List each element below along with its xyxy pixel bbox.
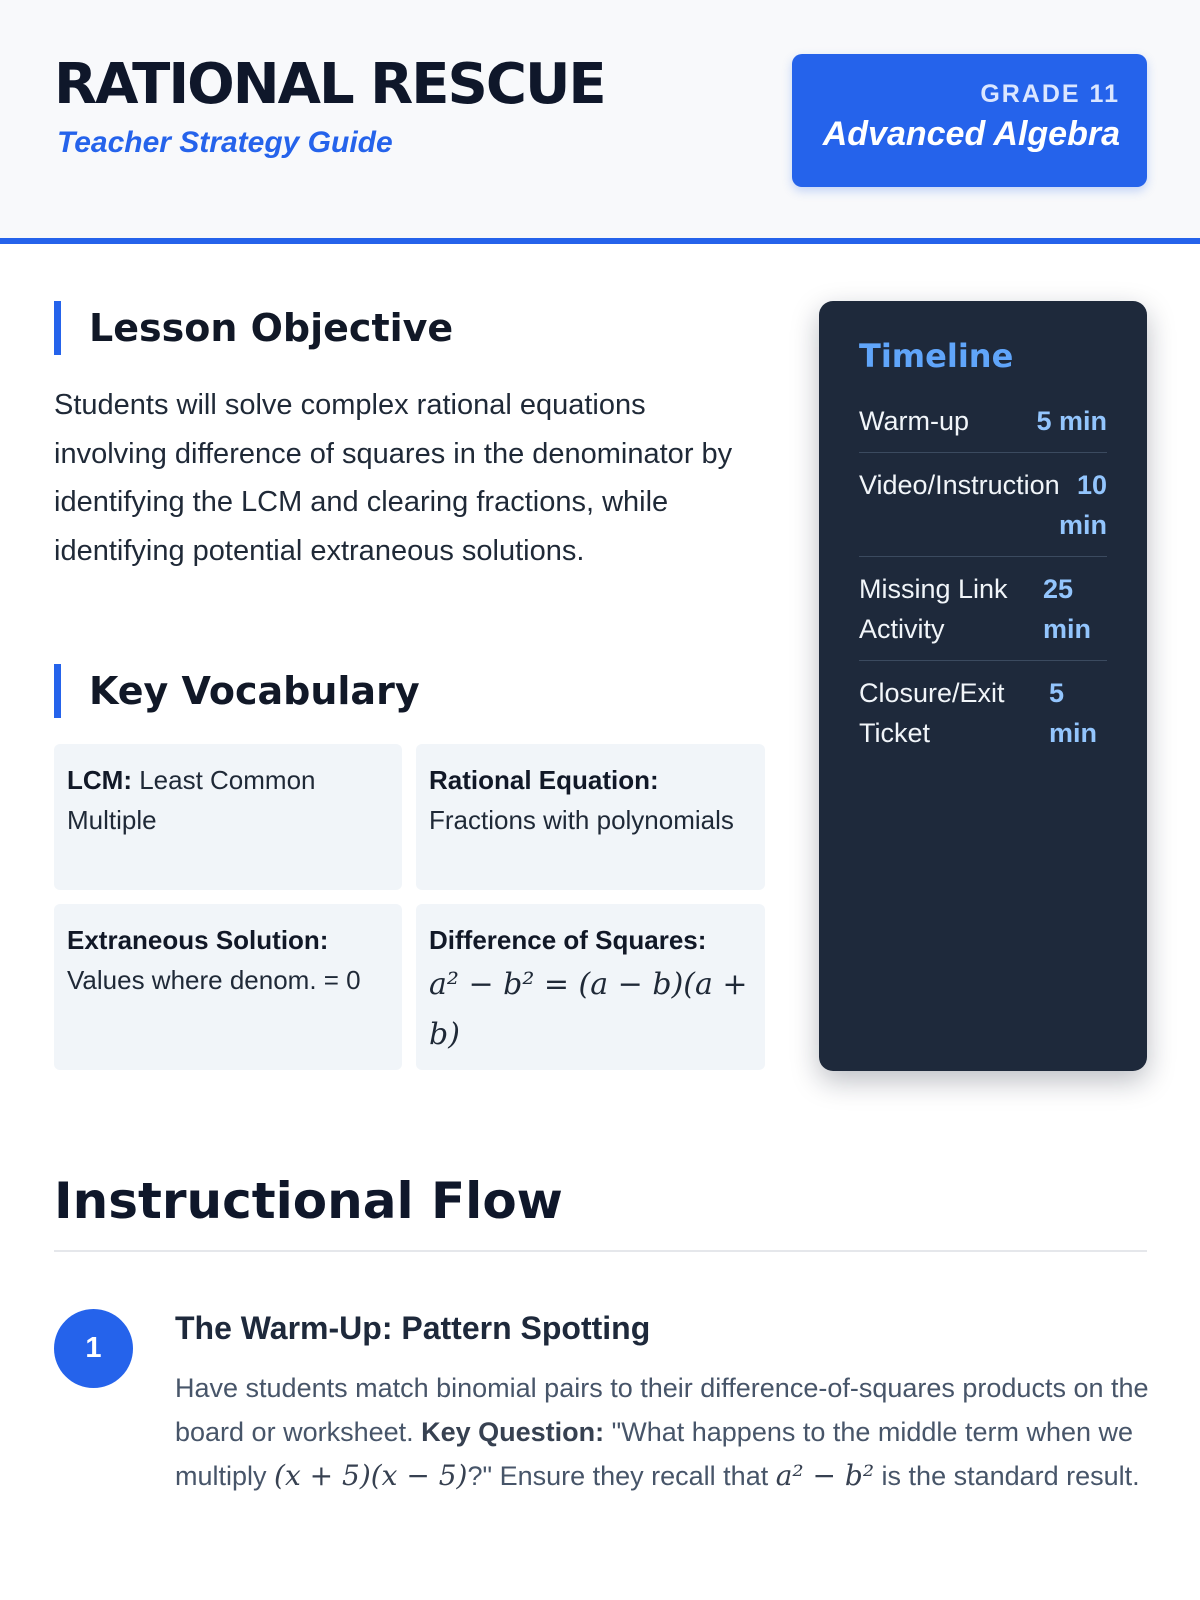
vocab-definition: Least Common Multiple [67, 765, 316, 835]
grade-label: GRADE 11 [980, 80, 1120, 108]
document-subtitle: Teacher Strategy Guide [57, 126, 393, 159]
vocab-card-difference-of-squares [416, 904, 765, 1070]
step-body [175, 1366, 1160, 1498]
vocab-term: Difference of Squares: [429, 925, 707, 955]
section-divider [54, 1250, 1147, 1252]
step-text: is the standard result. [874, 1461, 1140, 1491]
page-header [0, 0, 1200, 244]
step-text: "What happens to the middle term when we multiply [175, 1417, 1134, 1491]
math-expression: (x + 5)(x − 5) [274, 1459, 468, 1492]
timeline-activity: Video/Instruction [859, 470, 1060, 500]
grade-badge [792, 54, 1147, 187]
timeline-row [859, 389, 1107, 453]
math-expression: a² − b² [775, 1459, 875, 1492]
timeline-row [859, 453, 1107, 557]
timeline-duration: 5 min [1036, 406, 1107, 436]
vocab-term: Extraneous Solution: [67, 925, 329, 955]
timeline-row [859, 557, 1107, 661]
objective-heading: Lesson Objective [54, 301, 453, 355]
timeline-activity: Missing Link Activity [859, 574, 1008, 644]
vocab-card-lcm [54, 744, 402, 890]
key-question-label: Key Question: [421, 1417, 605, 1447]
vocab-formula: a² − b² = (a − b)(a + b) [429, 967, 748, 1052]
timeline-activity: Closure/Exit Ticket [859, 678, 1005, 748]
vocab-card-rational-equation [416, 744, 765, 890]
vocabulary-heading: Key Vocabulary [54, 664, 420, 718]
vocab-definition: Fractions with polynomials [429, 805, 734, 835]
vocab-term: Rational Equation: [429, 765, 659, 795]
objective-text: Students will solve complex rational equations involving difference of squares in the denominator by identifying the LCM and clearing fractions, while identifying potential extraneous solutions. [54, 389, 733, 567]
course-name: Advanced Algebra [822, 115, 1120, 153]
instructional-flow-heading: Instructional Flow [54, 1172, 563, 1230]
timeline-activity: Warm-up [859, 406, 970, 436]
step-title: The Warm-Up: Pattern Spotting [175, 1310, 651, 1346]
vocab-definition: Values where denom. = 0 [67, 965, 361, 995]
vocab-card-extraneous-solution [54, 904, 402, 1070]
step-text: Have students match binomial pairs to their difference-of-squares products on the board or worksheet. [175, 1373, 1149, 1447]
timeline-duration: 10 min [1059, 470, 1108, 540]
timeline-panel [819, 301, 1147, 1071]
timeline-title: Timeline [859, 337, 1014, 375]
timeline-row [859, 661, 1107, 764]
timeline-duration: 25 min [1043, 574, 1092, 644]
document-title: RATIONAL RESCUE [54, 52, 605, 117]
step-number-badge: 1 [54, 1309, 133, 1388]
step-text: ?" Ensure they recall that [467, 1461, 776, 1491]
vocab-term: LCM: [67, 765, 132, 795]
timeline-duration: 5 min [1049, 678, 1098, 748]
